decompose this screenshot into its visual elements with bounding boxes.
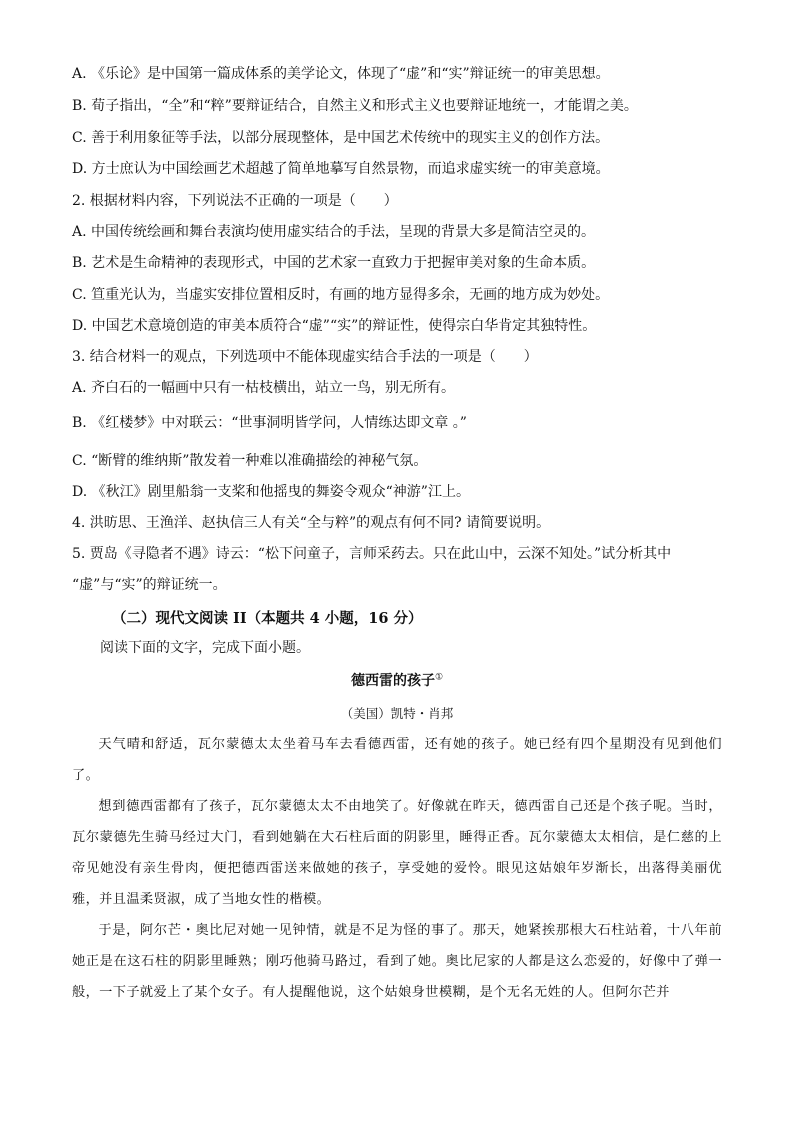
q2-option-b: B. 艺术是生命精神的表现形式，中国的艺术家一直致力于把握审美对象的生命本质。 — [72, 255, 596, 271]
q2-option-a: A. 中国传统绘画和舞台表演均使用虚实结合的手法，呈现的背景大多是简洁空灵的。 — [72, 224, 596, 240]
footnote-marker: ① — [434, 672, 444, 683]
q1-option-c: C. 善于利用象征等手法，以部分展现整体，是中国艺术传统中的现实主义的创作方法。 — [72, 130, 610, 146]
q3-option-c: C. “断臂的维纳斯”散发着一种难以准确描绘的神秘气氛。 — [72, 453, 428, 469]
q4-stem: 4. 洪昉思、王渔洋、赵执信三人有关“全与粹”的观点有何不同? 请简要说明。 — [72, 515, 551, 531]
story-paragraph: 天气晴和舒适，瓦尔蒙德太太坐着马车去看德西雷，还有她的孩子。她已经有四个星期没有见到他们了。 — [72, 737, 722, 783]
q2-option-d: D. 中国艺术意境创造的审美本质符合“虚”“实”的辩证性，使得宗白华肯定其独特性。 — [72, 318, 597, 334]
q3-option-d: D. 《秋江》剧里船翁一支桨和他摇曳的舞姿令观众“神游”江上。 — [72, 484, 470, 500]
story-title: 德西雷的孩子 — [350, 673, 435, 689]
story-paragraph: 想到德西雷都有了孩子，瓦尔蒙德太太不由地笑了。好像就在昨天，德西雷自己还是个孩子呢。当时，瓦尔蒙德先生骑马经过大门，看到她躺在大石柱后面的阴影里，睡得正香。瓦尔蒙德太太相信，是仁慈的上帝见她没有亲生骨肉，便把德西雷送来做她的孩子，享受她的爱怜。眼见这姑娘年岁渐长，出落得美丽优雅，并且温柔贤淑，成了当地女性的楷模。 — [72, 799, 722, 907]
q2-option-c: C. 笪重光认为，当虚实安排位置相反时，有画的地方显得多余，无画的地方成为妙处。 — [72, 287, 610, 303]
section-heading: （二）现代文阅读 II（本题共 4 小题，16 分） — [112, 610, 423, 627]
q3-stem: 3. 结合材料一的观点，下列选项中不能体现虚实结合手法的一项是（ ） — [72, 349, 538, 365]
story-body — [72, 729, 722, 1008]
q3-option-a: A. 齐白石的一幅画中只有一枯枝横出，站立一鸟，别无所有。 — [72, 380, 456, 396]
q5-stem-line2: “虚”与“实”的辩证统一。 — [72, 577, 227, 593]
story-paragraph: 于是，阿尔芒・奥比尼对她一见钟情，就是不足为怪的事了。那天，她紧挨那根大石柱站着，十八年前她正是在这石柱的阴影里睡熟；刚巧他骑马路过，看到了她。奥比尼家的人都是这么恋爱的，好像中了弹一般，一下子就爱上了某个女子。有人提醒他说，这个姑娘身世模糊，是个无名无姓的人。但阿尔芒并 — [72, 923, 722, 1000]
q1-option-d: D. 方士庶认为中国绘画艺术超越了简单地摹写自然景物，而追求虚实统一的审美意境。 — [72, 161, 610, 177]
q1-option-a: A. 《乐论》是中国第一篇成体系的美学论文，体现了“虚”和“实”辩证统一的审美思想。 — [72, 66, 610, 82]
section-instruction: 阅读下面的文字，完成下面小题。 — [100, 640, 310, 656]
q1-option-b: B. 荀子指出，“全”和“粹”要辩证结合，自然主义和形式主义也要辩证地统一，才能谓之美。 — [72, 98, 638, 114]
q5-stem-line1: 5. 贾岛《寻隐者不遇》诗云：“松下问童子，言师采药去。只在此山中，云深不知处。”试分析其中 — [72, 546, 672, 562]
q3-option-b: B. 《红楼梦》中对联云：“世事洞明皆学问，人情练达即文章 。” — [72, 415, 467, 431]
story-author: （美国）凯特・肖邦 — [340, 706, 454, 721]
story-title-block — [0, 670, 794, 690]
q2-stem: 2. 根据材料内容，下列说法不正确的一项是（ ） — [72, 193, 398, 209]
